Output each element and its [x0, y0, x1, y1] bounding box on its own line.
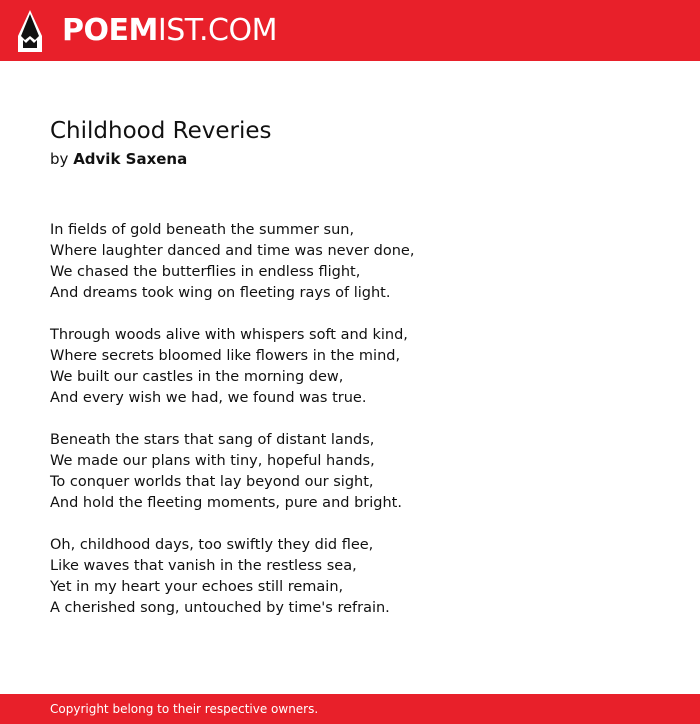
- logo-text-thin: IST.COM: [157, 13, 277, 48]
- poem-line: We built our castles in the morning dew,: [50, 369, 344, 385]
- poem-line: And every wish we had, we found was true.: [50, 390, 367, 406]
- poem-line: In fields of gold beneath the summer sun,: [50, 222, 355, 238]
- poem-line: Through woods alive with whispers soft and kind,: [50, 327, 408, 343]
- poem-line: To conquer worlds that lay beyond our sight,: [50, 474, 374, 490]
- stanza-4: [50, 535, 650, 619]
- poem-line: A cherished song, untouched by time's refrain.: [50, 600, 390, 616]
- site-footer: [0, 694, 700, 724]
- poem-line: Yet in my heart your echoes still remain,: [50, 579, 344, 595]
- logo-text-bold: POEM: [62, 13, 158, 48]
- copyright-notice: Copyright belong to their respective owners.: [50, 702, 319, 716]
- poem-content: [50, 116, 650, 640]
- poem-line: Oh, childhood days, too swiftly they did flee,: [50, 537, 374, 553]
- poem-line: Where secrets bloomed like flowers in the mind,: [50, 348, 401, 364]
- poem-body: [50, 220, 650, 619]
- site-header: [0, 0, 700, 61]
- poem-line: Beneath the stars that sang of distant lands,: [50, 432, 375, 448]
- poem-title: Childhood Reveries: [50, 118, 272, 144]
- stanza-1: [50, 220, 650, 304]
- logo-text[interactable]: [62, 13, 277, 49]
- poem-line: Where laughter danced and time was never done,: [50, 243, 415, 259]
- stanza-2: [50, 325, 650, 409]
- by-label: by: [50, 150, 69, 168]
- poem-line: We made our plans with tiny, hopeful hands,: [50, 453, 375, 469]
- author-link[interactable]: Advik Saxena: [73, 150, 188, 168]
- byline: [50, 148, 650, 170]
- poem-line: Like waves that vanish in the restless sea,: [50, 558, 357, 574]
- poem-line: And hold the fleeting moments, pure and bright.: [50, 495, 402, 511]
- poem-line: We chased the butterflies in endless flight,: [50, 264, 361, 280]
- pencil-icon: [18, 10, 42, 52]
- stanza-3: [50, 430, 650, 514]
- poem-line: And dreams took wing on fleeting rays of light.: [50, 285, 391, 301]
